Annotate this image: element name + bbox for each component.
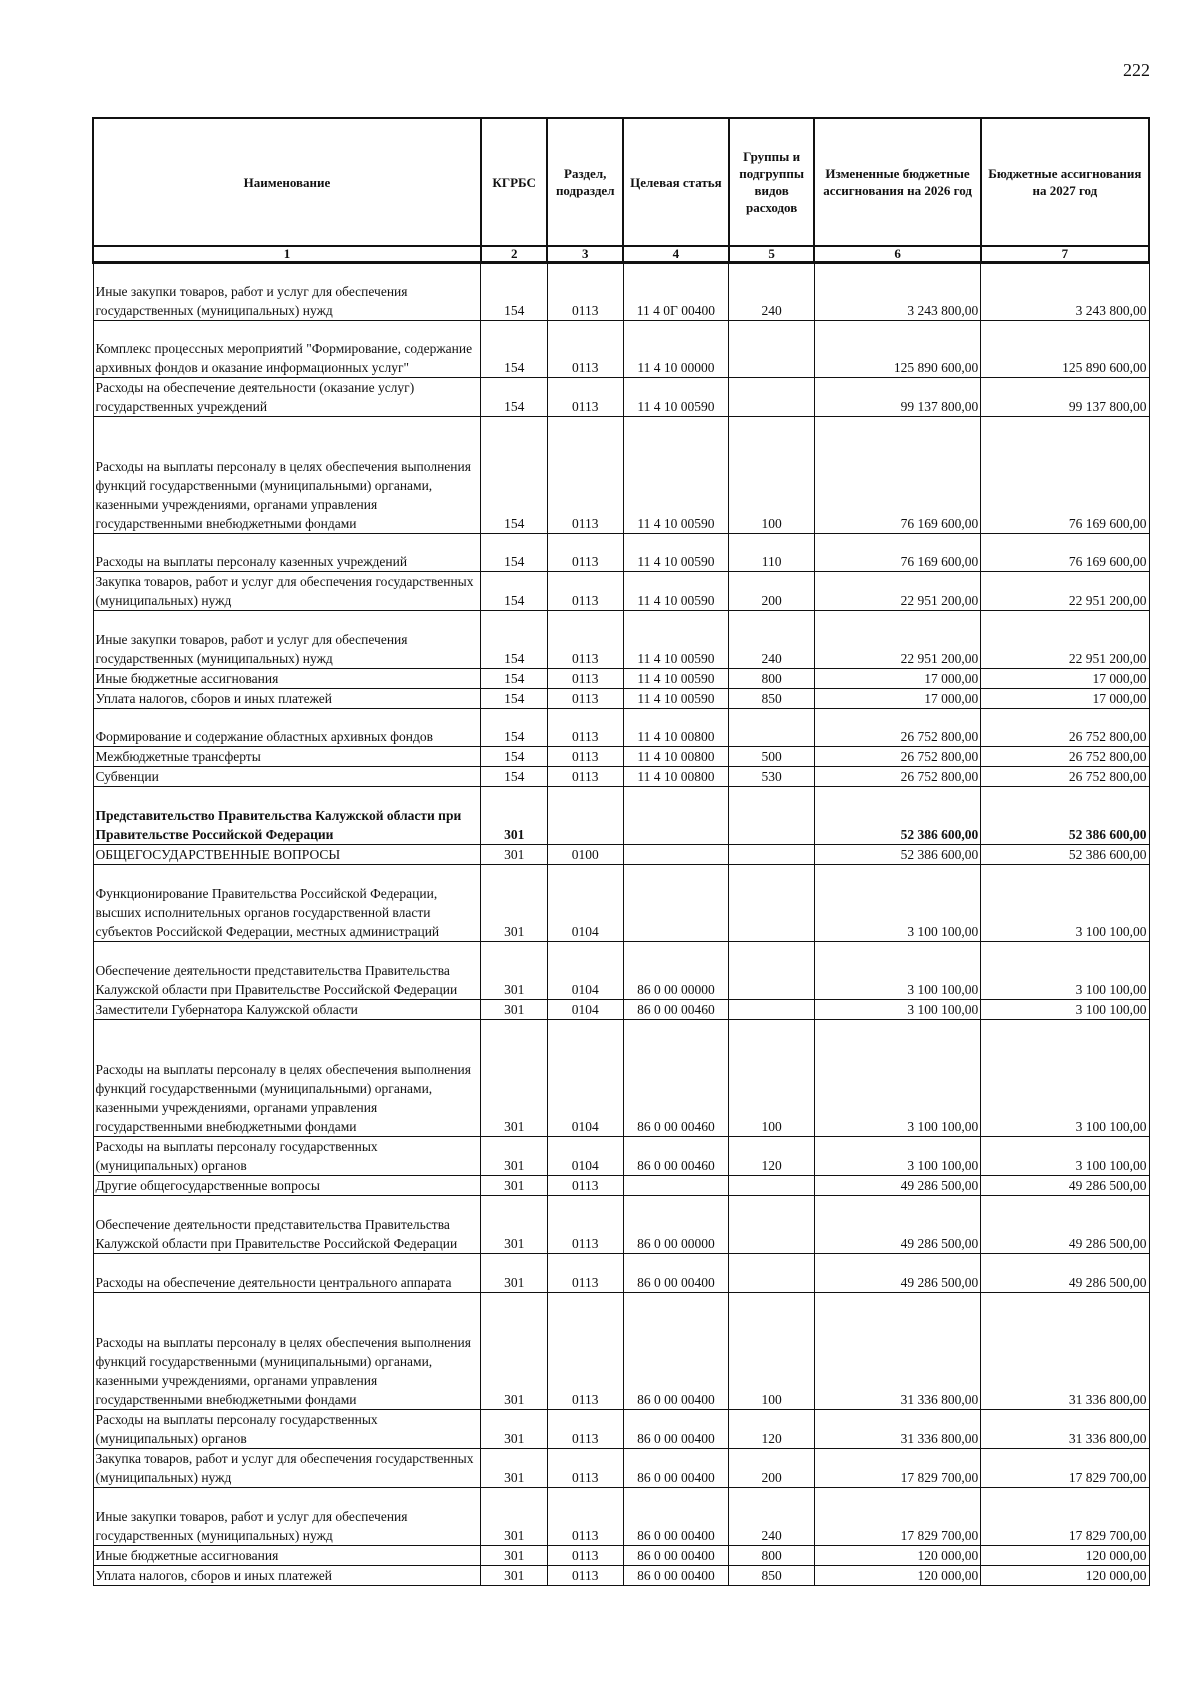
row-name: Представительство Правительства Калужской области при Правительстве Российской Федерации <box>93 787 481 845</box>
row-group: 240 <box>729 1488 815 1546</box>
row-section: 0113 <box>547 1566 623 1586</box>
row-value-2026: 26 752 800,00 <box>814 709 980 747</box>
row-value-2027: 22 951 200,00 <box>981 572 1149 611</box>
row-target: 86 0 00 00460 <box>623 1137 729 1176</box>
row-section: 0113 <box>547 611 623 669</box>
row-name: Функционирование Правительства Российской Федерации, высших исполнительных органов государственной власти субъектов Российской Федерации, местных администраций <box>93 865 481 942</box>
row-value-2027: 3 100 100,00 <box>981 865 1149 942</box>
row-group: 850 <box>729 1566 815 1586</box>
row-value-2027: 76 169 600,00 <box>981 534 1149 572</box>
row-value-2027: 3 100 100,00 <box>981 1000 1149 1020</box>
row-target: 11 4 10 00590 <box>623 534 729 572</box>
row-kgrbs: 154 <box>481 767 548 787</box>
row-value-2027: 17 829 700,00 <box>981 1449 1149 1488</box>
row-section: 0113 <box>547 1196 623 1254</box>
row-name: Комплекс процессных мероприятий "Формирование, содержание архивных фондов и оказание информационных услуг" <box>93 321 481 378</box>
table-row <box>93 1137 1149 1176</box>
row-target: 11 4 10 00590 <box>623 611 729 669</box>
row-section: 0113 <box>547 321 623 378</box>
row-section: 0113 <box>547 709 623 747</box>
row-group <box>729 321 815 378</box>
row-value-2026: 52 386 600,00 <box>814 845 980 865</box>
table-row <box>93 1293 1149 1410</box>
row-kgrbs: 301 <box>481 1410 548 1449</box>
row-section: 0113 <box>547 572 623 611</box>
row-value-2026: 17 829 700,00 <box>814 1488 980 1546</box>
row-kgrbs: 301 <box>481 1137 548 1176</box>
table-row <box>93 669 1149 689</box>
row-value-2027: 120 000,00 <box>981 1546 1149 1566</box>
row-section: 0113 <box>547 1449 623 1488</box>
row-kgrbs: 154 <box>481 321 548 378</box>
row-value-2026: 120 000,00 <box>814 1566 980 1586</box>
table-row <box>93 1449 1149 1488</box>
row-name: Уплата налогов, сборов и иных платежей <box>93 689 481 709</box>
row-section: 0113 <box>547 1176 623 1196</box>
row-name: Расходы на обеспечение деятельности (оказание услуг) государственных учреждений <box>93 378 481 417</box>
row-target: 11 4 10 00800 <box>623 767 729 787</box>
row-kgrbs: 301 <box>481 1020 548 1137</box>
row-group: 120 <box>729 1410 815 1449</box>
row-target: 11 4 10 00590 <box>623 417 729 534</box>
row-target <box>623 787 729 845</box>
row-value-2026: 3 100 100,00 <box>814 1137 980 1176</box>
row-target: 86 0 00 00460 <box>623 1000 729 1020</box>
table-row <box>93 865 1149 942</box>
row-name: Иные бюджетные ассигнования <box>93 669 481 689</box>
row-target: 11 4 10 00590 <box>623 669 729 689</box>
row-section: 0113 <box>547 1488 623 1546</box>
row-value-2027: 31 336 800,00 <box>981 1293 1149 1410</box>
row-kgrbs: 301 <box>481 1293 548 1410</box>
row-value-2026: 31 336 800,00 <box>814 1410 980 1449</box>
table-row <box>93 1546 1149 1566</box>
row-section: 0113 <box>547 689 623 709</box>
column-number: 5 <box>729 246 815 263</box>
table-row <box>93 1410 1149 1449</box>
row-value-2026: 120 000,00 <box>814 1546 980 1566</box>
row-section: 0104 <box>547 1137 623 1176</box>
row-name: Другие общегосударственные вопросы <box>93 1176 481 1196</box>
row-name: Субвенции <box>93 767 481 787</box>
table-row <box>93 263 1149 321</box>
row-group <box>729 942 815 1000</box>
table-row <box>93 767 1149 787</box>
column-number: 3 <box>547 246 623 263</box>
row-value-2026: 26 752 800,00 <box>814 767 980 787</box>
table-row <box>93 1488 1149 1546</box>
table-row <box>93 534 1149 572</box>
row-section: 0113 <box>547 767 623 787</box>
row-value-2027: 17 000,00 <box>981 689 1149 709</box>
row-kgrbs: 154 <box>481 378 548 417</box>
row-value-2027: 49 286 500,00 <box>981 1176 1149 1196</box>
row-kgrbs: 301 <box>481 845 548 865</box>
column-number-row <box>93 246 1149 263</box>
row-name: Расходы на выплаты персоналу в целях обеспечения выполнения функций государственными (муниципальными) органами, казенными учреждениями, органами управления государственными внебюджетными фондами <box>93 417 481 534</box>
row-value-2027: 52 386 600,00 <box>981 845 1149 865</box>
row-name: Расходы на выплаты персоналу в целях обеспечения выполнения функций государственными (муниципальными) органами, казенными учреждениями, органами управления государственными внебюджетными фондами <box>93 1293 481 1410</box>
row-target <box>623 845 729 865</box>
row-kgrbs: 301 <box>481 1000 548 1020</box>
row-section: 0104 <box>547 1020 623 1137</box>
row-name: Заместители Губернатора Калужской области <box>93 1000 481 1020</box>
row-kgrbs: 154 <box>481 709 548 747</box>
row-value-2027: 49 286 500,00 <box>981 1196 1149 1254</box>
row-kgrbs: 154 <box>481 572 548 611</box>
row-group: 110 <box>729 534 815 572</box>
table-row <box>93 378 1149 417</box>
row-value-2026: 49 286 500,00 <box>814 1196 980 1254</box>
row-kgrbs: 301 <box>481 1196 548 1254</box>
row-value-2026: 22 951 200,00 <box>814 572 980 611</box>
page-number: 222 <box>1123 60 1150 80</box>
row-kgrbs: 154 <box>481 534 548 572</box>
row-name: Расходы на обеспечение деятельности центрального аппарата <box>93 1254 481 1293</box>
row-value-2026: 76 169 600,00 <box>814 417 980 534</box>
row-value-2027: 52 386 600,00 <box>981 787 1149 845</box>
row-value-2026: 52 386 600,00 <box>814 787 980 845</box>
row-group <box>729 1176 815 1196</box>
row-value-2027: 26 752 800,00 <box>981 767 1149 787</box>
row-target <box>623 1176 729 1196</box>
header-2027: Бюджетные ассигнования на 2027 год <box>981 118 1149 246</box>
row-value-2026: 76 169 600,00 <box>814 534 980 572</box>
row-value-2026: 31 336 800,00 <box>814 1293 980 1410</box>
row-section: 0113 <box>547 669 623 689</box>
row-value-2026: 3 100 100,00 <box>814 1020 980 1137</box>
row-kgrbs: 154 <box>481 263 548 321</box>
row-target: 86 0 00 00400 <box>623 1410 729 1449</box>
row-value-2027: 26 752 800,00 <box>981 747 1149 767</box>
row-section: 0104 <box>547 942 623 1000</box>
row-group <box>729 787 815 845</box>
row-section: 0113 <box>547 1410 623 1449</box>
row-value-2027: 76 169 600,00 <box>981 417 1149 534</box>
row-value-2027: 120 000,00 <box>981 1566 1149 1586</box>
row-kgrbs: 154 <box>481 611 548 669</box>
row-group <box>729 1196 815 1254</box>
row-section: 0104 <box>547 865 623 942</box>
table-body <box>93 263 1149 1586</box>
row-kgrbs: 154 <box>481 747 548 767</box>
row-value-2026: 49 286 500,00 <box>814 1176 980 1196</box>
row-kgrbs: 301 <box>481 1566 548 1586</box>
row-value-2026: 49 286 500,00 <box>814 1254 980 1293</box>
table-row <box>93 417 1149 534</box>
row-target: 86 0 00 00400 <box>623 1449 729 1488</box>
row-name: Расходы на выплаты персоналу государственных (муниципальных) органов <box>93 1410 481 1449</box>
row-group: 120 <box>729 1137 815 1176</box>
row-target: 86 0 00 00400 <box>623 1488 729 1546</box>
row-group: 240 <box>729 611 815 669</box>
row-value-2027: 17 000,00 <box>981 669 1149 689</box>
column-number: 4 <box>623 246 729 263</box>
row-kgrbs: 301 <box>481 1176 548 1196</box>
row-value-2027: 3 100 100,00 <box>981 942 1149 1000</box>
row-group <box>729 1254 815 1293</box>
row-target: 86 0 00 00400 <box>623 1254 729 1293</box>
row-value-2027: 99 137 800,00 <box>981 378 1149 417</box>
table-row <box>93 1000 1149 1020</box>
row-group: 530 <box>729 767 815 787</box>
row-target <box>623 865 729 942</box>
column-number: 2 <box>481 246 548 263</box>
table-row <box>93 611 1149 669</box>
row-group <box>729 845 815 865</box>
row-value-2027: 3 243 800,00 <box>981 263 1149 321</box>
row-kgrbs: 301 <box>481 1546 548 1566</box>
row-value-2026: 3 243 800,00 <box>814 263 980 321</box>
table-row <box>93 942 1149 1000</box>
row-target: 86 0 00 00460 <box>623 1020 729 1137</box>
row-value-2027: 22 951 200,00 <box>981 611 1149 669</box>
row-section: 0113 <box>547 417 623 534</box>
row-group <box>729 378 815 417</box>
row-name: Закупка товаров, работ и услуг для обеспечения государственных (муниципальных) нужд <box>93 572 481 611</box>
row-name: Обеспечение деятельности представительства Правительства Калужской области при Правительстве Российской Федерации <box>93 942 481 1000</box>
row-target: 86 0 00 00400 <box>623 1546 729 1566</box>
row-section: 0113 <box>547 1293 623 1410</box>
table-row <box>93 1176 1149 1196</box>
row-name: Иные закупки товаров, работ и услуг для обеспечения государственных (муниципальных) нужд <box>93 611 481 669</box>
row-value-2027: 17 829 700,00 <box>981 1488 1149 1546</box>
header-name: Наименование <box>93 118 481 246</box>
budget-table <box>92 117 1150 1586</box>
row-value-2026: 3 100 100,00 <box>814 865 980 942</box>
row-group: 100 <box>729 1293 815 1410</box>
header-target: Целевая статья <box>623 118 729 246</box>
row-target: 11 4 0Г 00400 <box>623 263 729 321</box>
row-group: 850 <box>729 689 815 709</box>
row-name: Иные бюджетные ассигнования <box>93 1546 481 1566</box>
row-kgrbs: 301 <box>481 1488 548 1546</box>
row-value-2026: 3 100 100,00 <box>814 942 980 1000</box>
header-kgrbs: КГРБС <box>481 118 548 246</box>
row-kgrbs: 301 <box>481 1449 548 1488</box>
table-row <box>93 747 1149 767</box>
row-value-2027: 125 890 600,00 <box>981 321 1149 378</box>
row-name: Обеспечение деятельности представительства Правительства Калужской области при Правительстве Российской Федерации <box>93 1196 481 1254</box>
row-value-2026: 26 752 800,00 <box>814 747 980 767</box>
table-row <box>93 1566 1149 1586</box>
row-value-2026: 3 100 100,00 <box>814 1000 980 1020</box>
table-row <box>93 1254 1149 1293</box>
row-kgrbs: 154 <box>481 669 548 689</box>
row-section: 0100 <box>547 845 623 865</box>
column-number: 6 <box>814 246 980 263</box>
row-section: 0113 <box>547 1546 623 1566</box>
row-group: 240 <box>729 263 815 321</box>
row-target: 11 4 10 00590 <box>623 572 729 611</box>
table-row <box>93 709 1149 747</box>
row-value-2027: 3 100 100,00 <box>981 1020 1149 1137</box>
row-value-2026: 125 890 600,00 <box>814 321 980 378</box>
table-row <box>93 689 1149 709</box>
row-name: Межбюджетные трансферты <box>93 747 481 767</box>
row-section <box>547 787 623 845</box>
row-kgrbs: 154 <box>481 417 548 534</box>
header-2026: Измененные бюджетные ассигнования на 2026 год <box>814 118 980 246</box>
row-group: 800 <box>729 1546 815 1566</box>
row-kgrbs: 154 <box>481 689 548 709</box>
row-section: 0113 <box>547 747 623 767</box>
row-name: ОБЩЕГОСУДАРСТВЕННЫЕ ВОПРОСЫ <box>93 845 481 865</box>
row-group <box>729 1000 815 1020</box>
row-value-2026: 17 000,00 <box>814 669 980 689</box>
column-number: 7 <box>981 246 1149 263</box>
row-name: Расходы на выплаты персоналу государственных (муниципальных) органов <box>93 1137 481 1176</box>
row-section: 0113 <box>547 1254 623 1293</box>
row-group: 200 <box>729 1449 815 1488</box>
row-section: 0113 <box>547 534 623 572</box>
row-value-2027: 26 752 800,00 <box>981 709 1149 747</box>
row-kgrbs: 301 <box>481 1254 548 1293</box>
row-group <box>729 865 815 942</box>
row-target: 86 0 00 00000 <box>623 1196 729 1254</box>
row-name: Иные закупки товаров, работ и услуг для обеспечения государственных (муниципальных) нужд <box>93 1488 481 1546</box>
row-value-2027: 49 286 500,00 <box>981 1254 1149 1293</box>
row-section: 0104 <box>547 1000 623 1020</box>
row-group: 500 <box>729 747 815 767</box>
row-value-2027: 31 336 800,00 <box>981 1410 1149 1449</box>
table-row <box>93 572 1149 611</box>
row-target: 86 0 00 00000 <box>623 942 729 1000</box>
table-row <box>93 1196 1149 1254</box>
row-target: 11 4 10 00590 <box>623 689 729 709</box>
row-kgrbs: 301 <box>481 787 548 845</box>
header-section: Раздел, подраздел <box>547 118 623 246</box>
row-group: 800 <box>729 669 815 689</box>
row-name: Формирование и содержание областных архивных фондов <box>93 709 481 747</box>
header-groups: Группы и подгруппы видов расходов <box>729 118 815 246</box>
row-target: 11 4 10 00000 <box>623 321 729 378</box>
row-target: 11 4 10 00800 <box>623 747 729 767</box>
header-row <box>93 118 1149 246</box>
row-name: Расходы на выплаты персоналу казенных учреждений <box>93 534 481 572</box>
row-kgrbs: 301 <box>481 865 548 942</box>
row-name: Закупка товаров, работ и услуг для обеспечения государственных (муниципальных) нужд <box>93 1449 481 1488</box>
column-number: 1 <box>93 246 481 263</box>
row-target: 11 4 10 00800 <box>623 709 729 747</box>
table-row <box>93 845 1149 865</box>
row-kgrbs: 301 <box>481 942 548 1000</box>
row-target: 86 0 00 00400 <box>623 1293 729 1410</box>
row-section: 0113 <box>547 378 623 417</box>
row-group <box>729 709 815 747</box>
row-group: 200 <box>729 572 815 611</box>
row-value-2026: 22 951 200,00 <box>814 611 980 669</box>
row-name: Расходы на выплаты персоналу в целях обеспечения выполнения функций государственными (муниципальными) органами, казенными учреждениями, органами управления государственными внебюджетными фондами <box>93 1020 481 1137</box>
row-name: Уплата налогов, сборов и иных платежей <box>93 1566 481 1586</box>
row-group: 100 <box>729 417 815 534</box>
row-value-2026: 17 829 700,00 <box>814 1449 980 1488</box>
row-target: 86 0 00 00400 <box>623 1566 729 1586</box>
row-group: 100 <box>729 1020 815 1137</box>
row-target: 11 4 10 00590 <box>623 378 729 417</box>
table-row <box>93 1020 1149 1137</box>
row-section: 0113 <box>547 263 623 321</box>
row-value-2027: 3 100 100,00 <box>981 1137 1149 1176</box>
table-row <box>93 787 1149 845</box>
row-value-2026: 17 000,00 <box>814 689 980 709</box>
table-row <box>93 321 1149 378</box>
row-value-2026: 99 137 800,00 <box>814 378 980 417</box>
row-name: Иные закупки товаров, работ и услуг для обеспечения государственных (муниципальных) нужд <box>93 263 481 321</box>
